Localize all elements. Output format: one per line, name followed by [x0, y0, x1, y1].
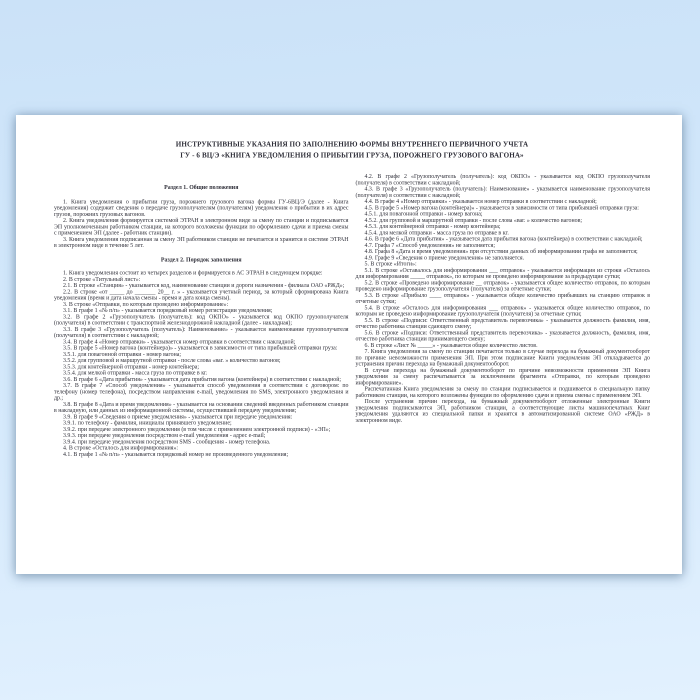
section-1-body [54, 198, 349, 248]
paragraph: Распечатанная Книга уведомления за смену по станции подписывается и подшивается в специальную папку работником станции, на которого возложены функции по оформлению сдачи и приема смены с применением ЭП. [355, 385, 650, 399]
paragraph: 4.9. Графе 9 «Сведения о приеме уведомления» не заполняется. [364, 253, 525, 261]
paragraph: 3. Книга уведомления подписанная за смену ЭП работником станции не печатается и хранится в системе ЭТРАН в электронном виде в течение 5 лет. [54, 235, 349, 249]
section-2-body [54, 270, 349, 458]
paragraph: 3.4. В графе 4 «Номер отправки» - указывается номер отправки в соответствии с накладной; [63, 337, 296, 345]
section-2-heading: Раздел 2. Порядок заполнения [160, 255, 242, 263]
paragraph: 4.1. В графе 1 «№ п/п» - указывается порядковый номер не произведенного уведомления; [63, 450, 289, 458]
paragraph: 3.7. В графе 7 «Способ уведомления» - указывается способ уведомления в соответствии с договором: по телефону (номер телефона), посредством направления e-mail, уведомления по SMS, электронного уведомления и др.; [54, 381, 349, 401]
paragraph: 3.2. В графе 2 «Грузополучатель (получатель): код ОКПО» - указывается код ОКПО грузополучателя (получателя) в соответствии с транспортной железнодорожной накладной (далее - накладная); [54, 312, 349, 326]
section-1-heading: Раздел 1. Общие положения [164, 183, 239, 191]
paragraph: 3.5.4. для мелкой отправки - масса груза по отправке в кг. [63, 369, 208, 376]
paragraph: 4.7. Графа 7 «Способ уведомления» не заполняется; [364, 241, 495, 249]
document-title [54, 139, 650, 161]
paragraph: 2.2. В строке «от _____ до _______ 20__ г. » - указывается учетный период, за который сформирована Книга уведомления (время и дата начала смены - время и дата конца смены). [54, 287, 349, 301]
paragraph: 2. В строке «Титульный лист»: [63, 275, 141, 283]
right-column [356, 173, 651, 457]
paragraph: 4.8. Графа 8 «Дата и время уведомления» при отсутствии данных об информировании графа не заполняется; [364, 247, 638, 255]
paragraph: 4.3. В графе 3 «Грузополучатель (получатель): Наименование» - указывается наименование грузополучателя (получателя) в соответствии с накладной; [355, 185, 650, 199]
paragraph: 4.5.3. для контейнерной отправки - номер контейнера; [364, 222, 501, 230]
paragraph: 5.4. В строке «Осталось для информирования ___ отправок» - указывается общее количество отправок, по которым не проведено информирование грузополучателя (получателя) за отчетные сутки; [355, 303, 650, 317]
paragraph: 3.1. В графе 1 «№ п/п» - указывается порядковый номер регистрации уведомления; [63, 306, 273, 314]
paragraph: 3.5.2. для групповой и маршрутной отправки - после слова «ваг. » количество вагонов; [63, 356, 281, 364]
paragraph: 3.8. В графе 8 «Дата и время уведомления» - указывается на основании сведений введенных работником станции в накладную, или данных из информационной системы, осуществившей передачу уведомления; [54, 400, 349, 414]
paragraph: В случае перехода на бумажный документооборот по причине невозможности применения ЭП Книга уведомления за смену распечатывается за исключением фрагмента «Отправки, по которым проведено информирование». [355, 366, 650, 386]
paragraph: 4.5.1. для повагонной отправки - номер вагона; [364, 210, 483, 217]
paragraph: 3.9.4. при передаче уведомления посредством SMS - сообщения - номер телефона. [63, 437, 271, 445]
paragraph: 5.1. В строке «Оставалось для информирования ___ отправок» - указывается информация из строки «Осталось для информирования _____ отправок», по которым не проведено информирование за предыдущие сутки; [355, 266, 650, 280]
paragraph: 5. В строке «Итоги»: [364, 260, 417, 267]
paragraph: 5.2. В строке «Проведено информирование __ отправок» - указывается общее количество отправок, по которым проведено информирование грузополучателя (получателя) за отчетные сутки; [355, 278, 650, 292]
paragraph: 3.9.2. при передаче электронного уведомления (в том числе с применением электронной подписи) - «ЭП»; [63, 425, 331, 433]
document-page [16, 115, 682, 574]
paragraph: 3.9. В графе 9 «Сведения о приеме уведомления» - указывается при передаче уведомления: [63, 412, 293, 420]
paragraph: 4.2. В графе 2 «Грузополучатель (получатель): код ОКПО» - указывается код ОКПО грузополучателя (получателя) в соответствии с накладной; [355, 172, 650, 186]
paragraph: 3.6. В графе 6 «Дата прибытия» - указывается дата прибытия вагона (контейнера) в соответствии с накладной; [63, 375, 341, 383]
paragraph: 4.4. В графе 4 «Номер отправки» - указывается номер отправки в соответствии с накладной; [364, 197, 597, 205]
paragraph: 4.5.4. для мелкой отправки - масса груза по отправке в кг. [364, 228, 509, 236]
document-title-line2: ГУ - 6 ВЦ/Э «КНИГА УВЕДОМЛЕНИЯ О ПРИБЫТИИ ГРУЗА, ПОРОЖНЕГО ГРУЗОВОГО ВАГОНА» [180, 151, 524, 160]
paragraph: 4.5.2. для групповой и маршрутной отправки - после слова «ваг. » количество вагонов; [364, 216, 582, 224]
paragraph: 7. Книга уведомления за смену по станции печатается только в случае перехода на бумажный документооборот по причине невозможности применения ЭП. При этом подписание Книги уведомления ЭП откладывается до устранения причин перехода на бумажный документооборот. [355, 347, 650, 367]
left-column [54, 173, 349, 457]
paragraph: 3. В строке «Отправки, по которым проведено информирование»: [63, 300, 229, 308]
paragraph: 5.3. В строке «Прибыло ____ отправок» - указывается общее количество прибывших на станцию отправок в отчетные сутки; [355, 291, 650, 305]
paragraph: 3.3. В графе 3 «Грузополучатель (получатель): Наименование» - указывается наименование грузополучателя (получателя) в соответствии с накладной; [54, 325, 349, 339]
paragraph: 5.5. В строке «Подписи: Ответственный представитель перевозчика» - указывается должность фамилия, имя, отчество работника станции сдающего смену; [355, 316, 650, 330]
paragraph: 3.5.1. для повагонной отправки - номер вагона; [63, 350, 182, 358]
text-columns [54, 173, 650, 457]
paragraph: 3.9.1. по телефону - фамилия, инициалы принявшего уведомление; [63, 419, 232, 426]
paragraph: 5.6. В строке «Подписи: Ответственный представитель перевозчика» - указывается должность, фамилия, имя, отчество работника станции принимающего смену; [355, 328, 650, 342]
paragraph: 2. Книга уведомления формируется системой ЭТРАН в электронном виде за смену по станции и подписывается ЭП уполномоченным работником станции, на которого возложены функции по оформлению сдачи и приема смены с применением ЭП (далее - работник станции). [54, 216, 349, 236]
paragraph: 6. В строке «Лист № _____» - указывается общее количество листов. [364, 341, 538, 349]
paragraph: После устранения причин перехода, на бумажный документооборот отложенные электронные Книги уведомления подписываются ЭП, работником станции, а соответствующие листы машинопечатных Книг уведомления удаляются из специальной папки и хранятся в автоматизированной системе ОАО «РЖД» в электронном виде. [355, 397, 650, 424]
section-2-body-continued [356, 173, 651, 423]
paragraph: 4. В строке «Осталось для информирования»: [63, 444, 179, 451]
paragraph: 1. Книга уведомления о прибытии груза, порожнего грузового вагона формы ГУ-6ВЦ/Э (далее - Книга уведомления) содержит сведения о передаче грузополучателям (получателям) уведомления о прибытии в их адрес грузов, порожних грузовых вагонов. [54, 197, 349, 218]
paragraph: 3.5.3. для контейнерной отправки - номер контейнера; [63, 362, 200, 370]
paragraph: 3.5. В графе 5 «Номер вагона (контейнера)» - указывается в зависимости от типа прибывшей отправки груза: [63, 344, 338, 351]
paragraph: 1. Книга уведомления состоит из четырех разделов и формируется в АС ЭТРАН в следующем порядке: [63, 269, 323, 276]
paragraph: 4.5. В графе 5 «Номер вагона (контейнера)» - указывается в зависимости от типа прибывшей отправки груза: [364, 203, 639, 211]
paragraph: 3.9.3. при передаче уведомления посредством e-mail уведомления - адрес e-mail; [63, 431, 266, 439]
document-content [54, 139, 650, 457]
document-title-line1: ИНСТРУКТИВНЫЕ УКАЗАНИЯ ПО ЗАПОЛНЕНИЮ ФОРМЫ ВНУТРЕННЕГО ПЕРВИЧНОГО УЧЕТА [175, 140, 529, 149]
paragraph: 4.6. В графе 6 «Дата прибытия» - указывается дата прибытия вагона (контейнера) в соответствии с накладной; [364, 235, 643, 242]
paragraph: 2.1. В строке «Станция» - указывается код, наименование станции и дороги назначения - филиала ОАО «РЖД»; [63, 281, 345, 289]
